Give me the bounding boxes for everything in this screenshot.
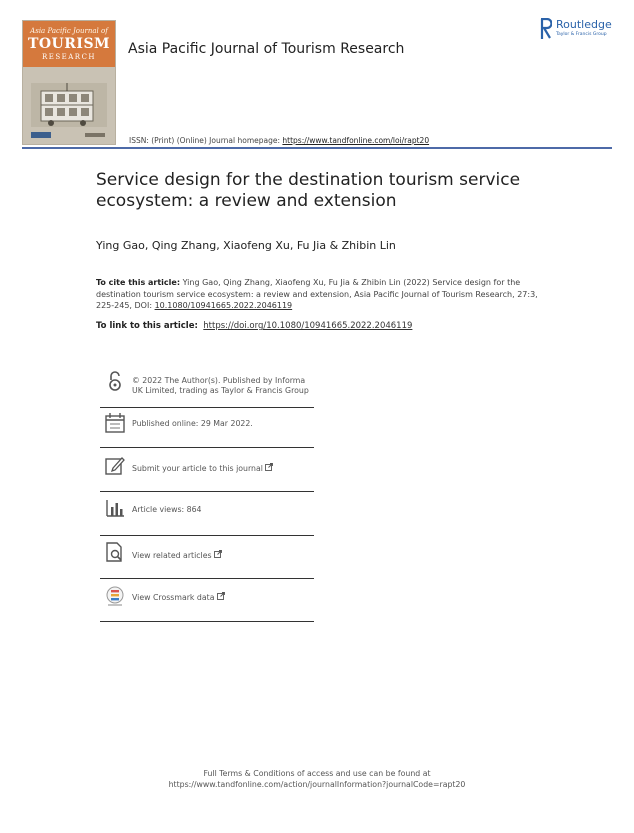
article-title: Service design for the destination tourism service ecosystem: a review and extension xyxy=(96,170,521,211)
cover-publisher-mark xyxy=(29,131,109,139)
article-link-line xyxy=(96,321,412,331)
crossmark-text xyxy=(132,592,225,603)
article-doi-url[interactable]: https://doi.org/10.1080/10941665.2022.2046119 xyxy=(203,321,413,331)
citation-text: Ying Gao, Qing Zhang, Xiaofeng Xu, Fu Jia & Zhibin Lin (2022) Service design for the destination tourism service ecosystem: a review and extension, Asia Pacific Journal of Tourism Research, 27:3, 225-245, DOI: xyxy=(96,278,538,310)
terms-footer xyxy=(0,768,634,790)
citation-doi-link[interactable]: 10.1080/10941665.2022.2046119 xyxy=(154,301,293,310)
external-link-icon xyxy=(265,463,273,471)
logo-name: Routledge xyxy=(556,18,612,31)
item-divider xyxy=(100,578,314,579)
routledge-logo[interactable] xyxy=(540,18,620,42)
cover-line-1: Asia Pacific Journal of xyxy=(30,27,108,35)
copyright-text: © 2022 The Author(s). Published by Informa UK Limited, trading as Taylor & Francis Group xyxy=(132,376,309,395)
edit-icon xyxy=(104,455,126,477)
published-date-text: Published online: 29 Mar 2022. xyxy=(132,419,253,428)
journal-cover-image xyxy=(22,20,116,145)
link-label: To link to this article: xyxy=(96,321,198,331)
article-views-text: Article views: 864 xyxy=(132,505,202,514)
submit-article-label: Submit your article to this journal xyxy=(132,464,263,473)
header-divider xyxy=(22,147,612,149)
related-articles-icon xyxy=(104,541,126,563)
bar-chart-icon xyxy=(104,497,126,519)
crossmark-label: View Crossmark data xyxy=(132,593,215,602)
footer-url[interactable]: https://www.tandfonline.com/action/journalInformation?journalCode=rapt20 xyxy=(168,780,466,789)
journal-title: Asia Pacific Journal of Tourism Research xyxy=(128,41,405,57)
footer-line-1: Full Terms & Conditions of access and use can be found at xyxy=(203,769,431,778)
submit-article-text xyxy=(132,463,273,474)
cover-line-2: TOURISM xyxy=(27,36,111,52)
item-divider xyxy=(100,491,314,492)
related-articles-text xyxy=(132,550,222,561)
item-divider xyxy=(100,535,314,536)
item-divider xyxy=(100,407,314,408)
related-articles-label: View related articles xyxy=(132,551,212,560)
journal-homepage-link[interactable]: https://www.tandfonline.com/loi/rapt20 xyxy=(282,136,430,145)
citation-label: To cite this article: xyxy=(96,278,181,287)
routledge-r-icon xyxy=(540,18,552,40)
citation-block xyxy=(96,277,541,312)
cover-line-3: RESEARCH xyxy=(41,53,97,61)
crossmark-icon xyxy=(104,585,126,607)
issn-line xyxy=(129,136,429,145)
article-authors: Ying Gao, Qing Zhang, Xiaofeng Xu, Fu Jia & Zhibin Lin xyxy=(96,239,396,252)
issn-text: ISSN: (Print) (Online) Journal homepage: xyxy=(129,136,283,145)
item-divider xyxy=(100,447,314,448)
open-access-icon xyxy=(104,370,126,392)
logo-tagline: Taylor & Francis Group xyxy=(556,32,607,37)
external-link-icon xyxy=(217,592,225,600)
calendar-icon xyxy=(104,412,126,434)
external-link-icon xyxy=(214,550,222,558)
cover-tram-illustration xyxy=(31,83,107,127)
item-divider xyxy=(100,621,314,622)
